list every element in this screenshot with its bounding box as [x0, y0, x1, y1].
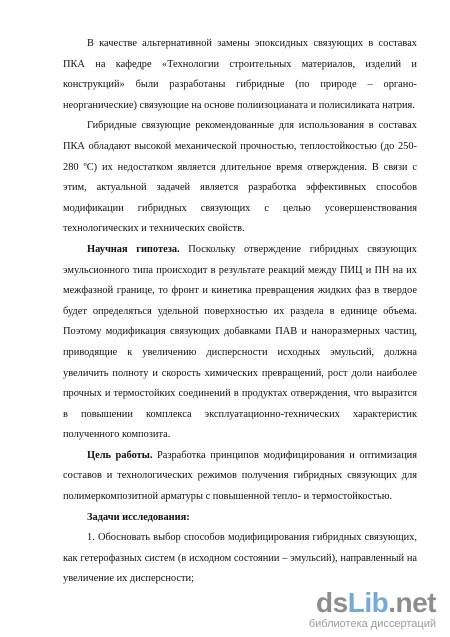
hypothesis-label: Научная гипотеза. — [87, 243, 180, 255]
paragraph-alternative-binders: В качестве альтернативной замены эпоксидных связующих в составах ПКА на кафедре «Технологии строительных материалов, изделий и конструкций» были разработаны гибридные (по природе – органо-неорганические) связующие на основе полиизоцианата и полисиликата натрия. — [63, 38, 417, 111]
document-page — [63, 34, 417, 590]
goal-label: Цель работы. — [87, 449, 153, 461]
paragraph-task-1: 1. Обосновать выбор способов модифицирования гибридных связующих, как гетерофазных систем (в исходном состоянии – эмульсий), направленный на увеличение их дисперсности; — [63, 532, 417, 585]
paragraph-goal — [63, 446, 417, 508]
goal-text: Разработка принципов модифицирования и оптимизация составов и технологических режимов получения гибридных связующих для полимеркомпозитной арматуры с повышенной тепло- и термостойкостью. — [63, 449, 417, 503]
tasks-heading: Задачи исследования: — [87, 511, 190, 523]
hypothesis-text: Поскольку отверждение гибридных связующих эмульсионного типа происходит в результате реакций между ПИЦ и ПН на их межфазной границе, то фронт и кинетика превращения жидких фаз в твердое будет определяться удельной поверхностью их раздела в единице объема. Поэтому модификация связующих добавками ПАВ и наноразмерных частиц, приводящие к увеличению дисперсности исходных эмульсий, должна увеличить полноту и скорость химических превращений, рост доли наиболее прочных и термостойких соединений в продуктах отверждения, что выразится в повышении комплекса эксплуатационно-технических характеристик полученного композита. — [63, 243, 417, 441]
dslib-logo: dsLib.net — [316, 587, 436, 618]
paragraph-hybrid-binders: Гибридные связующие рекомендованные для использования в составах ПКА обладают высокой механической прочностью, теплостойкостью (до 250-280 ºС) их недостатком является длительное время отверждения. В связи с этим, актуальной задачей является разработка эффективных способов модификации гибридных связующих с целью усовершенствования технологических и технических свойств. — [63, 120, 417, 235]
dslib-watermark — [309, 589, 436, 631]
paragraph-hypothesis — [63, 240, 417, 446]
watermark-subtitle: библиотека диссертаций — [308, 618, 436, 630]
